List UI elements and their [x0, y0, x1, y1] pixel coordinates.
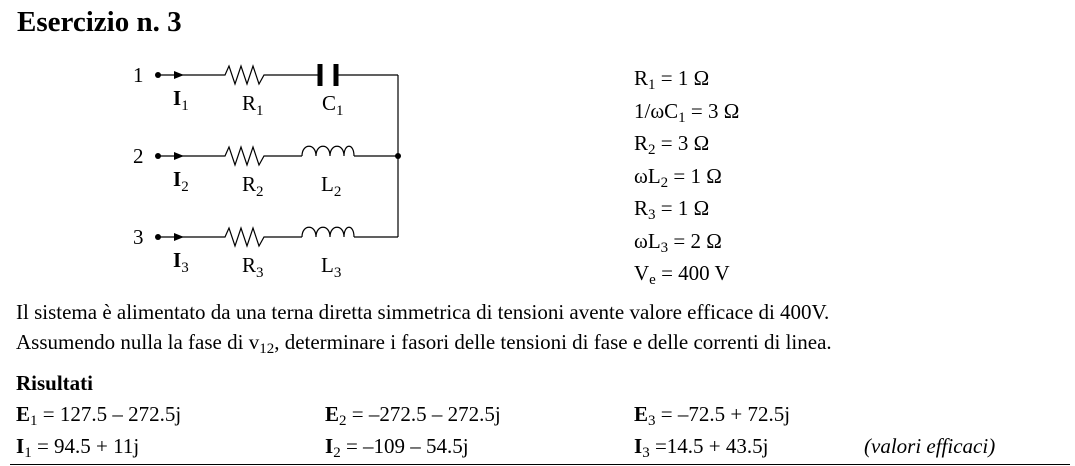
terminal-3 — [155, 234, 161, 240]
node-label-1: 1 — [133, 63, 144, 87]
terminal-2 — [155, 153, 161, 159]
param-c1: $1/\omega C_1 = 3$ Ω — [634, 98, 740, 126]
results-heading: Risultati — [16, 371, 94, 395]
statement-line-1: Il sistema è alimentato da una terna diretta simmetrica di tensioni avente valore efficace di 400V. — [16, 300, 830, 324]
statement-line-2: Assumendo nulla la fase di $v_{12}$, determinare i fasori delle tensioni di fase e delle correnti di linea. — [16, 330, 832, 357]
result-i3: $I_3 =14.5 + 43.5j$ — [634, 434, 769, 461]
current-arrow-3 — [174, 233, 184, 241]
label-r3: $R_3$ — [242, 253, 264, 281]
results-note: (valori efficaci) — [864, 434, 996, 458]
capacitor-c1-symbol — [320, 64, 336, 86]
exercise-title: Esercizio n. 3 — [17, 6, 182, 38]
label-l3: $L_3$ — [321, 253, 342, 281]
branch-2-wiring — [158, 146, 398, 165]
current-label-3: $I_3$ — [173, 248, 189, 276]
current-arrow-2 — [174, 152, 184, 160]
param-l3: $\omega L_3 = 2$ Ω — [634, 228, 722, 256]
result-i2: $I_2 = -109 - 54.5j$ — [325, 434, 469, 461]
param-r3: $R_3 = 1$ Ω — [634, 196, 710, 223]
current-arrow-1 — [174, 71, 184, 79]
param-ve: $V_e = 400$ V — [634, 261, 730, 288]
result-e1: $E_1 = 127.5 - 272.5j$ — [16, 402, 182, 429]
current-label-2: $I_2$ — [173, 167, 189, 195]
terminal-1 — [155, 72, 161, 78]
label-c1: $C_1$ — [322, 91, 344, 119]
param-r1: $R_1 = 1$ Ω — [634, 66, 710, 93]
label-r2: $R_2$ — [242, 172, 264, 200]
label-r1: $R_1$ — [242, 91, 264, 119]
bottom-rule — [10, 464, 1070, 465]
result-e3: $E_3 = -72.5 + 72.5j$ — [634, 402, 791, 429]
node-label-3: 3 — [133, 225, 144, 249]
branch-3-wiring — [158, 227, 398, 246]
param-l2: $\omega L_2 = 1$ Ω — [634, 163, 722, 191]
node-label-2: 2 — [133, 144, 144, 168]
problem-statement — [16, 297, 1066, 357]
circuit-diagram — [0, 0, 420, 290]
parameter-list — [634, 62, 739, 290]
label-l2: $L_2$ — [321, 172, 342, 200]
result-i1: $I_1 = 94.5 + 11j$ — [16, 434, 140, 461]
star-center-node — [395, 153, 401, 159]
result-e2: $E_2 = -272.5 - 272.5j$ — [325, 402, 501, 429]
branch-1-wiring — [158, 66, 398, 84]
current-label-1: $I_1$ — [173, 86, 189, 114]
param-r2: $R_2 = 3$ Ω — [634, 131, 710, 158]
